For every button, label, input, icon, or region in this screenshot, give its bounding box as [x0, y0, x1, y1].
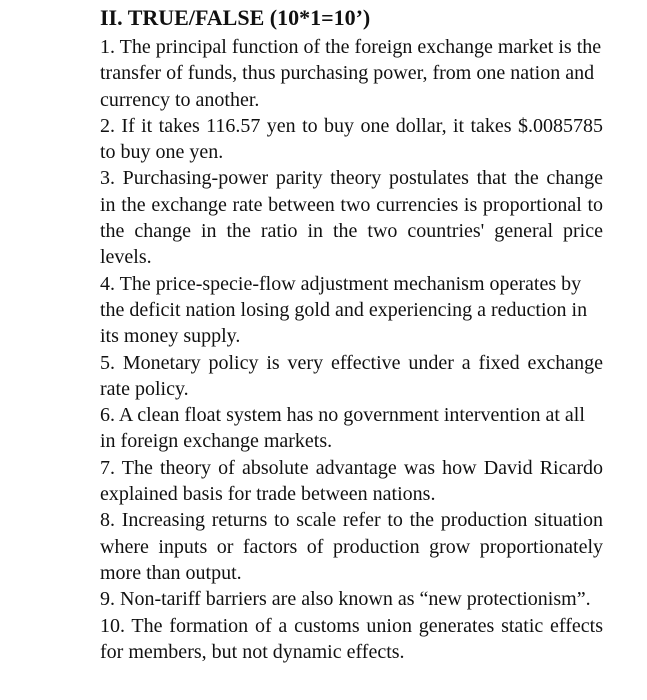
question-8: 8. Increasing returns to scale refer to the production situation where inputs or factors of production grow proportionately more than output.: [100, 509, 603, 584]
true-false-section: [100, 4, 603, 665]
question-5: 5. Monetary policy is very effective under a fixed exchange rate policy.: [100, 351, 603, 400]
question-10: 10. The formation of a customs union generates static effects for members, but not dynamic effects.: [100, 614, 603, 663]
question-3: 3. Purchasing-power parity theory postulates that the change in the exchange rate between two currencies is proportional to the change in the ratio in the two countries' general price levels.: [100, 167, 603, 269]
question-6: 6. A clean float system has no government intervention at all in foreign exchange markets.: [100, 404, 585, 453]
question-2: 2. If it takes 116.57 yen to buy one dollar, it takes $.0085785 to buy one yen.: [100, 114, 603, 164]
question-1: 1. The principal function of the foreign exchange market is the transfer of funds, thus purchasing power, from one nation and currency to another.: [100, 36, 602, 111]
question-4: 4. The price-specie-flow adjustment mechanism operates by the deficit nation losing gold and experiencing a reduction in its money supply.: [100, 272, 588, 348]
section-title: II. TRUE/FALSE (10*1=10’): [100, 5, 371, 30]
question-9: 9. Non-tariff barriers are also known as “new protectionism”.: [100, 588, 591, 611]
question-7: 7. The theory of absolute advantage was how David Ricardo explained basis for trade between nations.: [100, 456, 603, 506]
